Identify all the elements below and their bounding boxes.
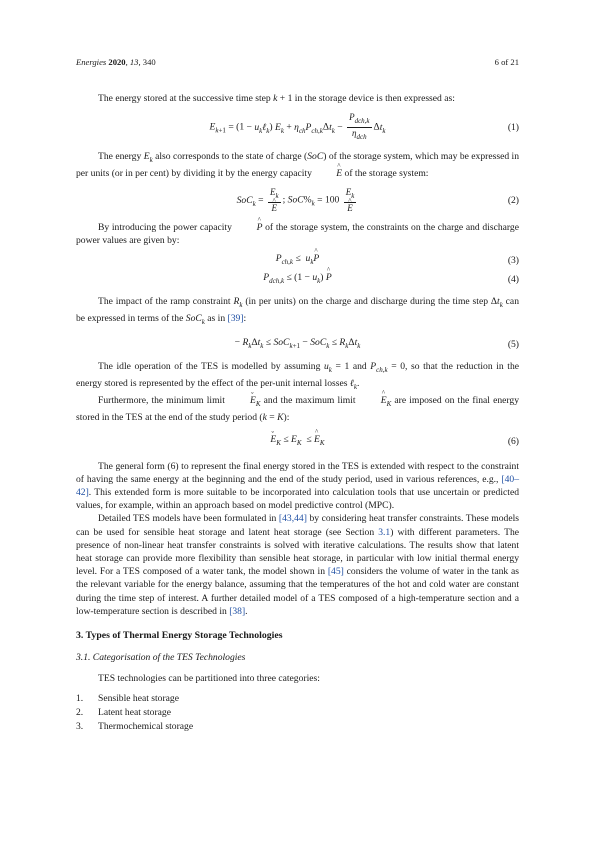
equation-6: ˇ $E_K \le E_K$ ≤ ^ $E_K$ (6) bbox=[76, 433, 519, 450]
paragraph-2: The energy $E_k$ also corresponds to the state of charge (SoC) of the storage system, which may be expressed in per units (or in per cent) by dividing it by the energy capacity ^ E of the storage system: bbox=[76, 150, 519, 180]
equation-number: (5) bbox=[507, 338, 519, 350]
equation-number: (6) bbox=[507, 436, 519, 448]
equation-number: (2) bbox=[507, 194, 519, 206]
equation-5: − $R_k\Delta t_k \le SoC_{k+1} - SoC_k \le R_k\Delta t_k$ (5) bbox=[234, 336, 519, 350]
page-number: 6 of 21 bbox=[494, 57, 519, 67]
equation-4: $P_{dch,k} \le (1 - u_k)$ ^ P (4) bbox=[76, 271, 519, 288]
paragraph-1: The energy stored at the successive time step k + 1 in the storage device is then expressed as: bbox=[98, 93, 455, 104]
list-item: 3. Thermochemical storage bbox=[76, 720, 194, 732]
equation-number: (4) bbox=[507, 274, 519, 286]
paragraph-9: TES technologies can be partitioned into three categories: bbox=[98, 673, 320, 685]
main-content bbox=[76, 92, 519, 734]
subsection-heading: 3.1. Categorisation of the TES Technologies bbox=[76, 652, 246, 664]
paragraph-3: By introducing the power capacity ^ P of the storage system, the constraints on the charge and discharge power values are given by: bbox=[76, 221, 519, 247]
paragraph-8: Detailed TES models have been formulated in [43,44] by considering heat transfer constraints. These models can be used for sensible heat storage and latent heat storage (see Section 3.1) with different parameters. The presence of non-linear heat transfer constraints is solved with iterative calculations. The results show that latent heat storage can provide more flexibility than sensible heat storage, in particular with low initial thermal energy level. For a TES composed of a water tank, the model shown in [45] considers the volume of water in the tank as the relevant variable for the energy balance, assuming that the temperatures of the hot and cold water are constant during the time step of interest. A further detailed model of a TES composed of a high-temperature section and a low-temperature section is described in [38]. bbox=[76, 513, 519, 617]
paragraph-4: The impact of the ramp constraint $R_k$ (in per units) on the charge and discharge during the time step $\Delta t_k$ can be expressed in terms of the SoC$_k$ as in [39]: bbox=[76, 295, 519, 326]
section-heading: 3. Types of Thermal Energy Storage Technologies bbox=[76, 629, 283, 641]
equation-2: SoC$_k$ = $E_k$ ^ E ; $SoC\%_k = 100$ $E_k$ ^ E (2) bbox=[76, 187, 519, 214]
paragraph-6: Furthermore, the minimum limit ˇ $E_K$ and the maximum limit ^ $E_K$ are imposed on the final energy stored in the TES at the end of the study period (k = K): bbox=[76, 394, 519, 424]
category-list bbox=[76, 692, 519, 734]
journal-citation: Energies 2020, 13, 340 bbox=[76, 57, 156, 67]
paragraph-5: The idle operation of the TES is modelled by assuming $u_k = 1$ and $P_{ch,k} = 0$, so that the reduction in the energy stored is represented by the effect of the per-unit internal losses ℓ$_k$. bbox=[76, 360, 520, 391]
list-item: 2. Latent heat storage bbox=[76, 706, 171, 718]
equation-number: (3) bbox=[507, 255, 519, 267]
page-header bbox=[76, 57, 519, 67]
equation-number: (1) bbox=[507, 121, 519, 133]
equation-3: $P_{ch,k}$ ≤ $u_k\^{}$ P (3) bbox=[76, 252, 519, 269]
paragraph-7: The general form (6) to represent the final energy stored in the TES is extended with respect to the constraint of having the same energy at the beginning and the end of the study period, used in various references, e.g., [40–42]. This extended form is more suitable to be incorporated into calculation tools that use uncertain or predicted values, for example, within an approach based on model predictive control (MPC). bbox=[76, 460, 519, 512]
list-item: 1. Sensible heat storage bbox=[76, 692, 179, 704]
equation-1: $E_{k+1} = (1$ − $u_k\ell_k$) $E_k + \eta_{ch}P_{ch,k}\Delta t_k$ − $\frac{P_{dch,k}}{\eta_{dch}}$ $\Delta t_k$ (1) bbox=[209, 112, 519, 141]
